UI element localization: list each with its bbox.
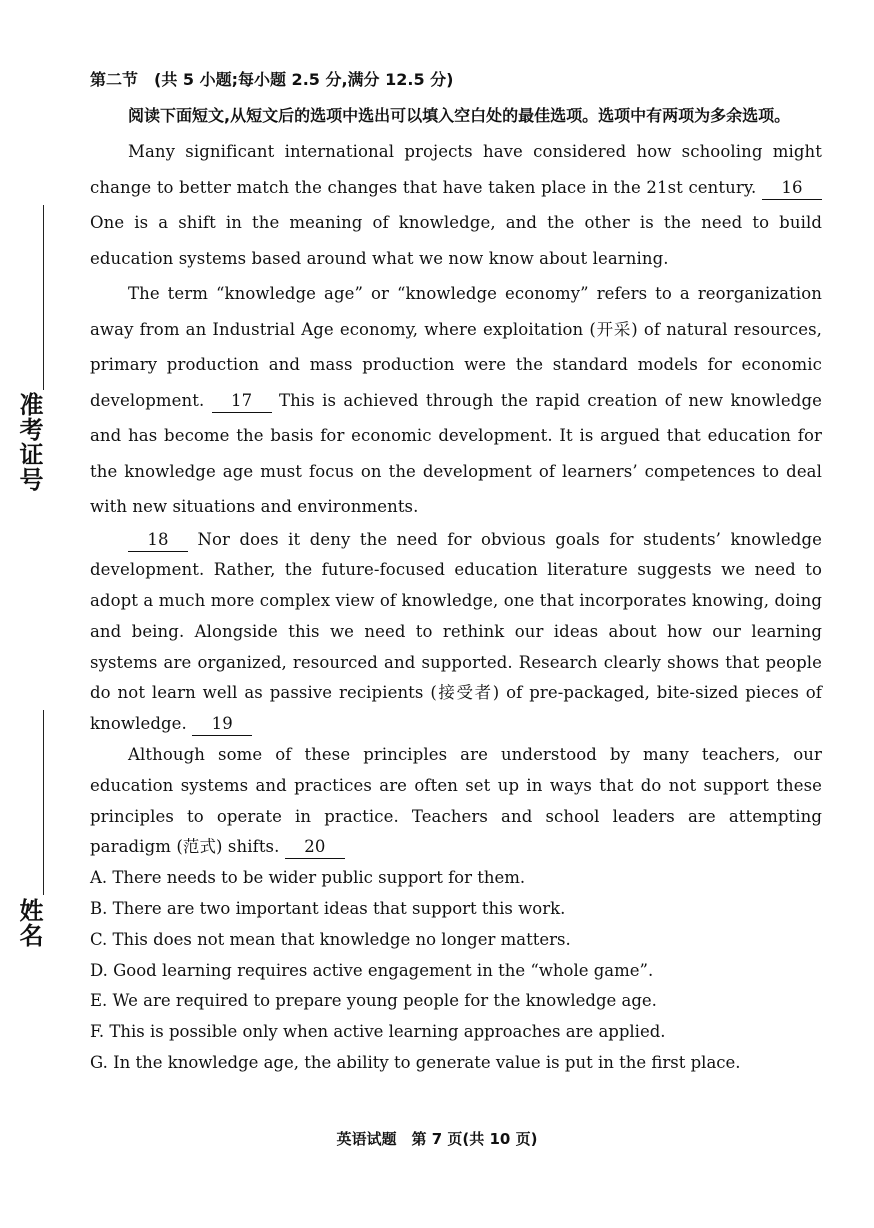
paragraph-text: This is achieved through the rapid creation of new knowledge and has become the basis for economic development. It is argued that education for the knowledge age must focus on the development of learners’ competences to deal with new situations and environments.: [90, 390, 822, 516]
paragraph-text: Nor does it deny the need for obvious goals for students’ knowledge development. Rather, the future-focused education literature suggests we need to adopt a much more complex view of knowledge, one that incorporates knowing, doing and being. Alongside this we need to rethink our ideas about how our learning systems are organized, resourced and supported. Research clearly shows that people do not learn well as passive recipients (接受者) of pre-packaged, bite-sized pieces of knowledge.: [90, 529, 822, 734]
paragraph-text: Although some of these principles are understood by many teachers, our education systems and practices are often set up in ways that do not support these principles to operate in practice. Teachers and school leaders are attempting paradigm (范式) shifts.: [90, 745, 822, 857]
passage-paragraph-1: [90, 134, 822, 276]
paragraph-text: One is a shift in the meaning of knowledge, and the other is the need to build education systems based around what we now know about learning.: [90, 213, 822, 268]
option-e: E. We are required to prepare young people for the knowledge age.: [90, 991, 657, 1011]
answer-options: [90, 863, 822, 1079]
blank-18[interactable]: 18: [128, 529, 188, 552]
passage-paragraph-4: [90, 740, 822, 863]
option-d: D. Good learning requires active engagement in the “whole game”.: [90, 960, 654, 980]
paragraph-text: The term “knowledge age” or “knowledge economy” refers to a reorganization away from an Industrial Age economy, where exploitation (开采) of natural resources, primary production and mass production were the standard models for economic development.: [90, 284, 822, 410]
passage-paragraph-3: [90, 525, 822, 741]
section-title: 第二节 (共 5 小题;每小题 2.5 分,满分 12.5 分): [90, 70, 454, 89]
name-label: 姓名: [15, 898, 43, 948]
id-number-line: [43, 205, 44, 390]
paragraph-text: Many significant international projects have considered how schooling might change to better match the changes that have taken place in the 21st century.: [90, 142, 822, 197]
id-number-label: 准考证号: [15, 392, 43, 492]
option-f: F. This is possible only when active learning approaches are applied.: [90, 1022, 666, 1042]
option-g: G. In the knowledge age, the ability to generate value is put in the first place.: [90, 1053, 741, 1073]
blank-20[interactable]: 20: [285, 836, 345, 859]
option-c: C. This does not mean that knowledge no longer matters.: [90, 929, 571, 949]
blank-17[interactable]: 17: [212, 390, 272, 413]
page-content: [90, 62, 822, 1079]
blank-16[interactable]: 16: [762, 177, 822, 200]
passage-paragraph-2: [90, 276, 822, 525]
name-line: [43, 710, 44, 895]
section-instructions: 阅读下面短文,从短文后的选项中选出可以填入空白处的最佳选项。选项中有两项为多余选项。: [128, 106, 791, 125]
option-b: B. There are two important ideas that support this work.: [90, 899, 566, 919]
option-a: A. There needs to be wider public support for them.: [90, 868, 526, 888]
page-footer: 英语试题 第 7 页(共 10 页): [336, 1130, 538, 1148]
blank-19[interactable]: 19: [192, 713, 252, 736]
